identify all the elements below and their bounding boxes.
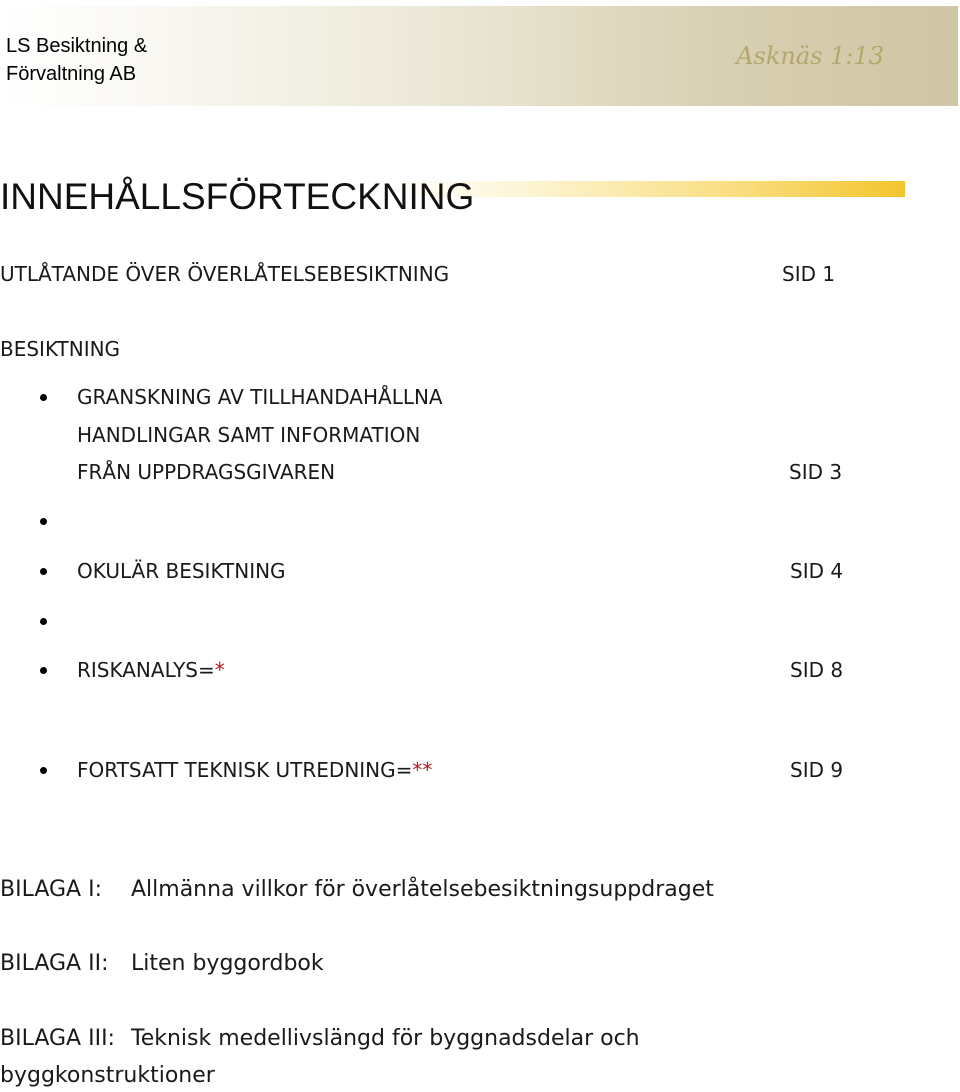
- bilaga-3-text: Teknisk medellivslängd för byggnadsdelar och: [131, 1026, 640, 1051]
- bilaga-3-text-continued: byggkonstruktioner: [0, 1063, 215, 1088]
- property-designation: Asknäs 1:13: [736, 42, 884, 70]
- toc-item-granskning-line-2: HANDLINGAR SAMT INFORMATION: [77, 423, 421, 447]
- company-name-line-2: Förvaltning AB: [6, 63, 137, 85]
- bilaga-2-text: Liten byggordbok: [131, 951, 324, 976]
- bilaga-1-text: Allmänna villkor för överlåtelsebesiktningsuppdraget: [131, 877, 714, 902]
- company-name: [6, 32, 226, 88]
- toc-title: INNEHÅLLSFÖRTECKNING: [0, 176, 475, 217]
- bullet-icon: [40, 518, 47, 525]
- bilaga-3-label: BILAGA III:: [0, 1026, 115, 1051]
- bullet-icon: [40, 618, 47, 625]
- toc-item-utredning-label: FORTSATT TEKNISK UTREDNING=: [77, 758, 413, 782]
- toc-entry-utlatande-page: SID 1: [782, 262, 836, 286]
- toc-item-okular-page: SID 4: [790, 559, 844, 583]
- utredning-marker: **: [412, 758, 433, 782]
- bullet-icon: [40, 394, 47, 401]
- toc-item-riskanalys: [77, 658, 225, 682]
- bullet-icon: [40, 767, 47, 774]
- toc-item-granskning-page: SID 3: [789, 460, 843, 484]
- company-name-line-1: LS Besiktning &: [6, 35, 148, 57]
- toc-item-utredning: [77, 758, 432, 782]
- toc-item-granskning-line-1: GRANSKNING AV TILLHANDAHÅLLNA: [77, 385, 443, 409]
- toc-item-okular: OKULÄR BESIKTNING: [77, 559, 286, 583]
- bilaga-1-label: BILAGA I:: [0, 877, 102, 902]
- risk-marker: *: [214, 658, 225, 682]
- toc-item-riskanalys-page: SID 8: [790, 658, 844, 682]
- toc-section-besiktning: BESIKTNING: [0, 337, 121, 361]
- toc-item-riskanalys-label: RISKANALYS=: [77, 658, 215, 682]
- toc-entry-utlatande: UTLÅTANDE ÖVER ÖVERLÅTELSEBESIKTNING: [0, 262, 450, 286]
- bilaga-2-label: BILAGA II:: [0, 951, 109, 976]
- toc-item-granskning-line-3: FRÅN UPPDRAGSGIVAREN: [77, 460, 336, 484]
- bullet-icon: [40, 667, 47, 674]
- toc-item-utredning-page: SID 9: [790, 758, 844, 782]
- bullet-icon: [40, 568, 47, 575]
